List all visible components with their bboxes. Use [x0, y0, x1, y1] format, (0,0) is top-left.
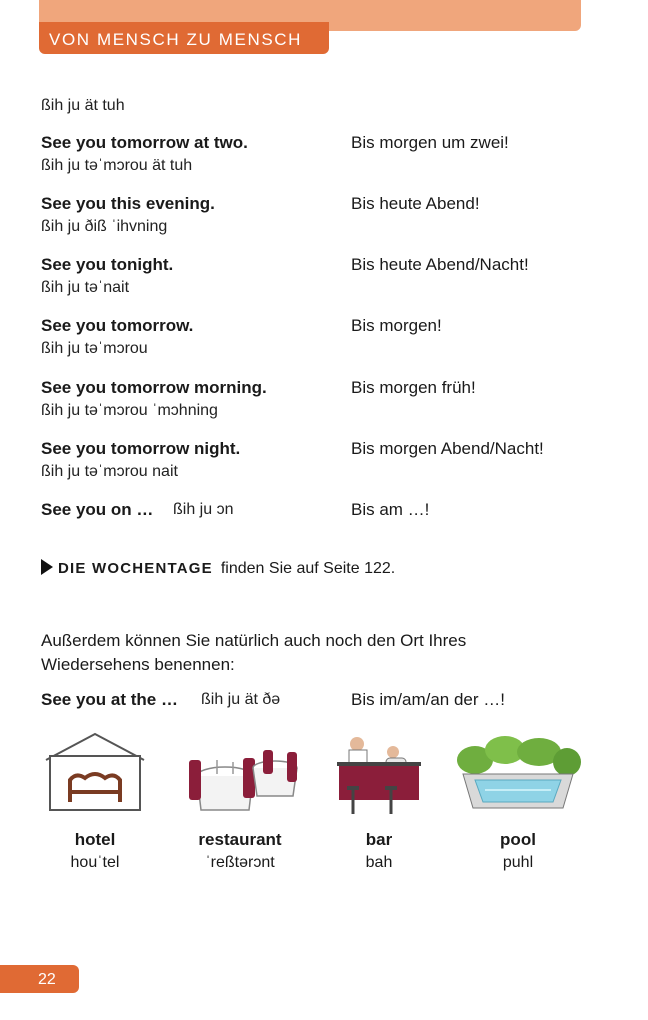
reference-text: finden Sie auf Seite 122.: [220, 560, 396, 577]
phrase-english: See you tonight.: [41, 255, 174, 274]
phrase-pronunciation: ßih ju təˈnait: [41, 279, 130, 296]
place-word: restaurant: [198, 830, 282, 849]
place-restaurant: [175, 730, 305, 880]
hotel-bed-icon: [40, 730, 150, 812]
place-pronunciation: ˈreßtərɔnt: [205, 854, 275, 871]
phrase-row: [41, 194, 601, 244]
place-pronunciation: puhl: [502, 854, 534, 871]
phrase-german: Bis morgen Abend/Nacht!: [351, 439, 544, 458]
phrase-row: [41, 439, 601, 489]
reference-keyword: DIE WOCHENTAGE: [58, 560, 213, 577]
place-pronunciation: bah: [365, 854, 393, 871]
swimming-pool-icon: [455, 730, 581, 816]
phrase-german: Bis morgen früh!: [351, 378, 476, 397]
arrow-right-icon: [41, 559, 53, 575]
phrase-german: Bis morgen um zwei!: [351, 133, 509, 152]
section-title: VON MENSCH ZU MENSCH: [39, 22, 329, 54]
phrase-pronunciation: ßih ju ät ðə: [201, 691, 281, 708]
phrase-english: See you this evening.: [41, 194, 215, 213]
cross-reference: [41, 559, 395, 578]
phrase-pronunciation: ßih ju ðiß ˈihvning: [41, 218, 168, 235]
phrase-pronunciation: ßih ju təˈmɔrou: [41, 340, 148, 357]
intro-pronunciation: ßih ju ät tuh: [41, 97, 125, 114]
phrase-english: See you tomorrow.: [41, 316, 194, 335]
phrase-pronunciation: ßih ju ɔn: [173, 501, 234, 518]
phrase-row: [41, 378, 601, 428]
restaurant-tables-icon: [177, 730, 303, 816]
phrase-pronunciation: ßih ju təˈmɔrou nait: [41, 463, 178, 480]
place-bar: [314, 730, 444, 880]
phrase-german: Bis morgen!: [351, 316, 442, 335]
place-hotel: [30, 730, 160, 880]
page-number: 22: [0, 965, 79, 993]
phrase-row: [41, 316, 601, 366]
phrase-row: [41, 255, 601, 305]
place-word: bar: [365, 830, 393, 849]
bar-counter-icon: [331, 730, 427, 816]
place-word: pool: [500, 830, 536, 849]
phrase-english: See you on …: [41, 500, 154, 519]
phrase-pronunciation: ßih ju təˈmɔrou ˈmɔhning: [41, 402, 218, 419]
place-pool: [453, 730, 583, 880]
phrase-german: Bis im/am/an der …!: [351, 690, 505, 709]
place-word: hotel: [74, 830, 116, 849]
phrase-german: Bis heute Abend!: [351, 194, 480, 213]
phrase-row-see-you-on: [41, 500, 601, 550]
phrase-english: See you tomorrow night.: [41, 439, 241, 458]
place-pronunciation: houˈtel: [70, 854, 120, 871]
paragraph: Außerdem können Sie natürlich auch noch den Ort Ihres Wiedersehens benennen:: [41, 631, 467, 674]
phrase-english: See you tomorrow morning.: [41, 378, 267, 397]
phrase-english: See you at the …: [41, 690, 178, 709]
phrase-german: Bis heute Abend/Nacht!: [351, 255, 529, 274]
phrase-german: Bis am …!: [351, 500, 430, 519]
phrase-pronunciation: ßih ju təˈmɔrou ät tuh: [41, 157, 193, 174]
phrase-row: [41, 133, 601, 183]
phrase-english: See you tomorrow at two.: [41, 133, 248, 152]
